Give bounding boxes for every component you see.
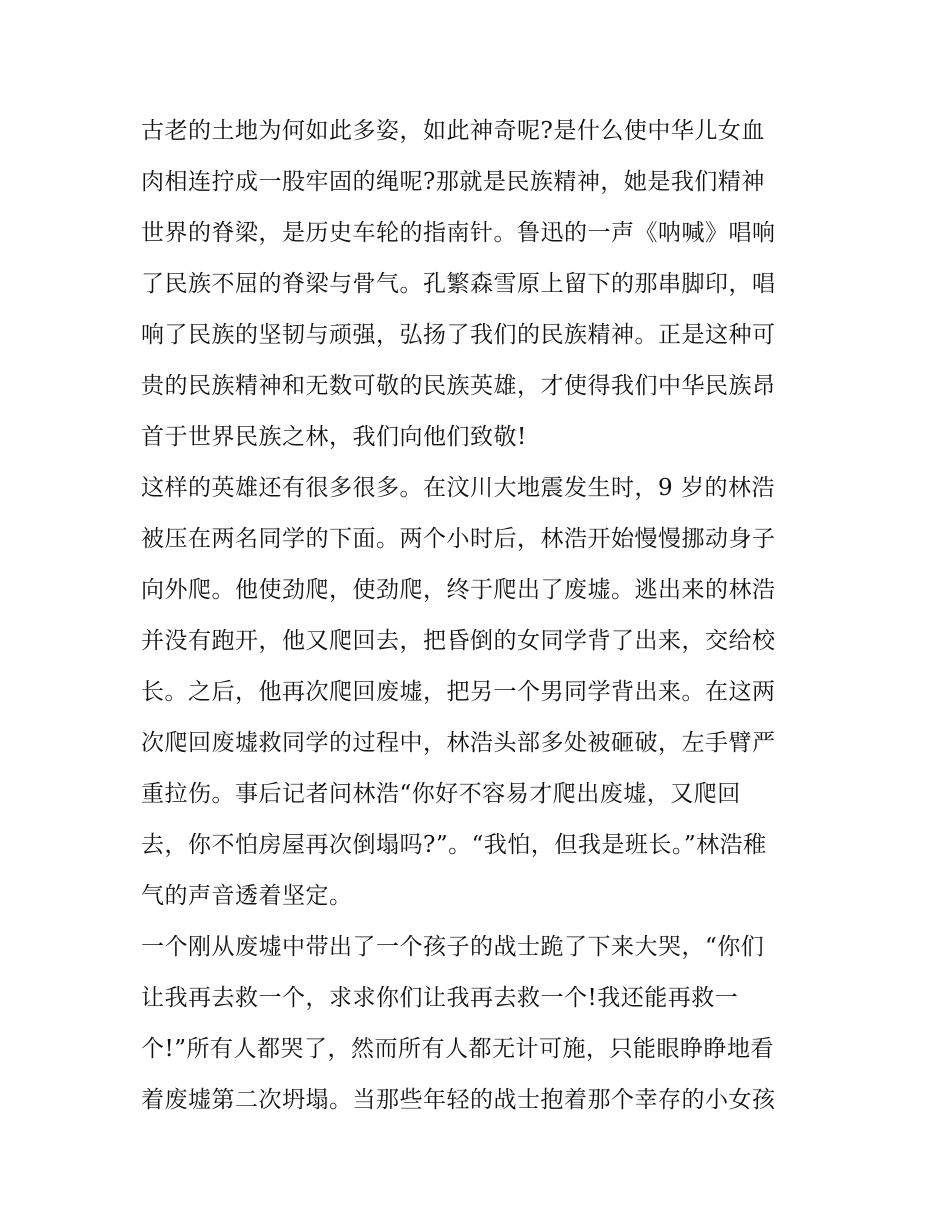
text-line: 肉相连拧成一股牢固的绳呢?那就是民族精神，她是我们精神 [141, 169, 765, 195]
text-line: 贵的民族精神和无数可敬的民族英雄，才使得我们中华民族昂 [141, 373, 776, 399]
text-line: 并没有跑开，他又爬回去，把昏倒的女同学背了出来，交给校 [141, 628, 776, 654]
text-line: 让我再去救一个，求求你们让我再去救一个!我还能再救一 [141, 985, 739, 1011]
text-line: 气的声音透着坚定。 [141, 883, 353, 909]
text-line: 古老的土地为何如此多姿，如此神奇呢?是什么使中华儿女血 [141, 118, 765, 144]
document-body [141, 106, 821, 1126]
text-line: 长。之后，他再次爬回废墟，把另一个男同学背出来。在这两 [141, 679, 776, 705]
text-line: 重拉伤。事后记者问林浩“你好不容易才爬出废墟，又爬回 [141, 781, 741, 807]
text-line: 向外爬。他使劲爬，使劲爬，终于爬出了废墟。逃出来的林浩 [141, 577, 776, 603]
text-line: 次爬回废墟救同学的过程中，林浩头部多处被砸破，左手臂严 [141, 730, 776, 756]
text-line: 了民族不屈的脊梁与骨气。孔繁森雪原上留下的那串脚印，唱 [141, 271, 776, 297]
text-line: 这样的英雄还有很多很多。在汶川大地震发生时，9 岁的林浩 [141, 475, 775, 501]
text-line: 首于世界民族之林，我们向他们致敬! [141, 424, 527, 450]
text-line: 响了民族的坚韧与顽强，弘扬了我们的民族精神。正是这种可 [141, 322, 776, 348]
text-line: 世界的脊梁，是历史车轮的指南针。鲁迅的一声《呐喊》唱响 [141, 220, 776, 246]
text-line: 个!”所有人都哭了，然而所有人都无计可施，只能眼睁睁地看 [141, 1036, 775, 1062]
text-line: 一个刚从废墟中带出了一个孩子的战士跪了下来大哭，“你们 [141, 934, 765, 960]
text-line: 着废墟第二次坍塌。当那些年轻的战士抱着那个幸存的小女孩 [141, 1087, 776, 1113]
text-line: 被压在两名同学的下面。两个小时后，林浩开始慢慢挪动身子 [141, 526, 776, 552]
text-line: 去，你不怕房屋再次倒塌吗?”。“我怕，但我是班长。”林浩稚 [141, 832, 767, 858]
